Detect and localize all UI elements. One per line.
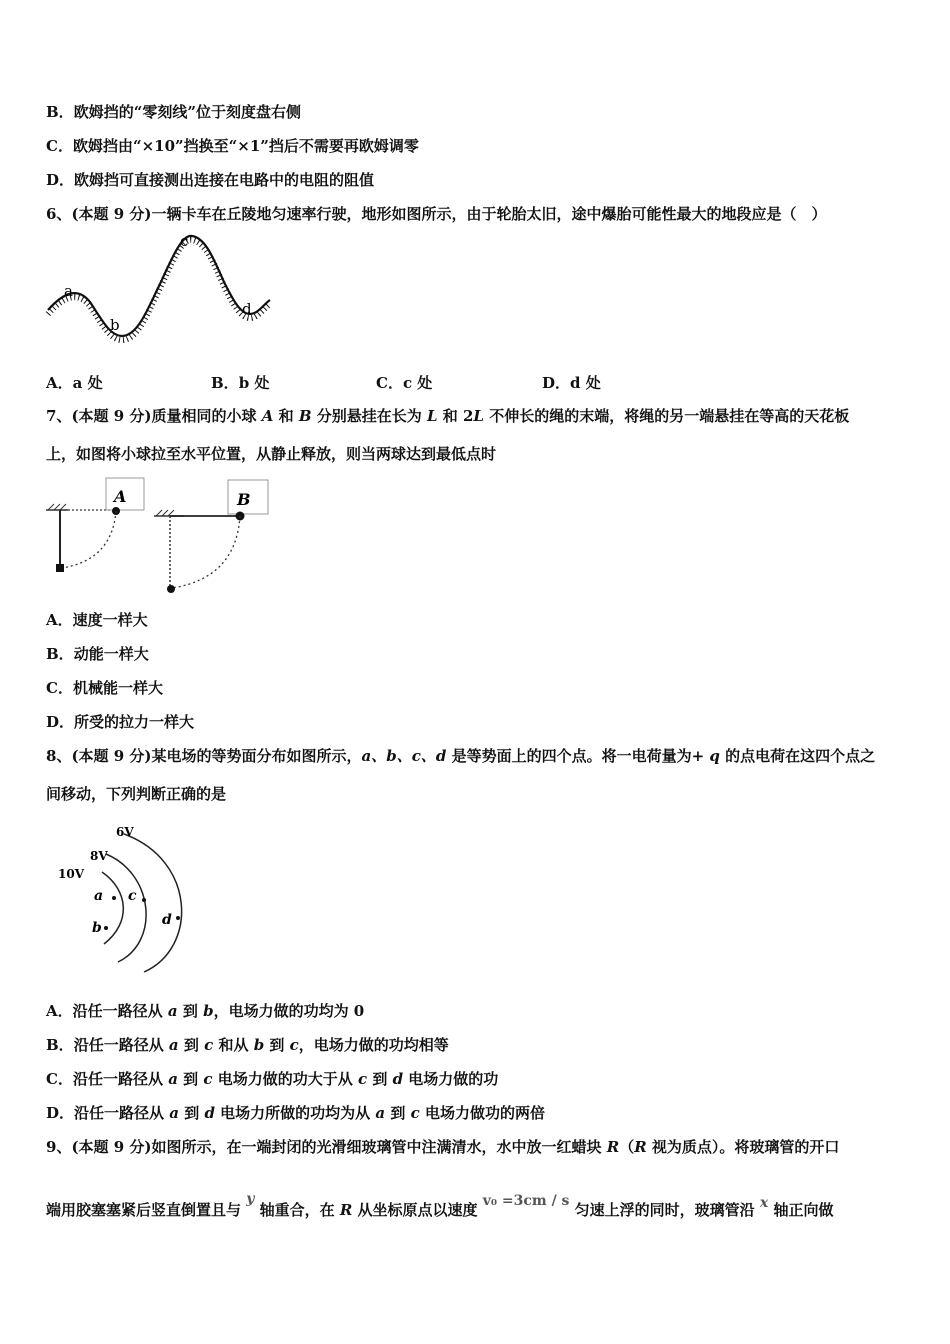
label-point-d: d — [162, 912, 172, 928]
terrain-curve — [48, 236, 270, 336]
q5-option-c — [46, 136, 419, 156]
option-text: 欧姆挡的“零刻线”位于刻度盘右侧 — [73, 103, 301, 121]
q7-stem-line1: 7、(本题 9 分)质量相同的小球 A 和 B 分别悬挂在长为 L 和 2L 不伸长的绳的末端，将绳的另一端悬挂在等高的天花板 — [46, 407, 850, 425]
question-number: 6、 — [46, 205, 72, 223]
q5-option-d — [46, 170, 374, 190]
q5-option-b — [46, 102, 301, 122]
label-point-b: b — [92, 920, 102, 936]
question-score: (本题 9 分) — [71, 205, 152, 223]
q8-stem-line2: 间移动，下列判断正确的是 — [46, 785, 227, 803]
equipotential-8v — [106, 854, 146, 962]
label-point-a: a — [94, 888, 104, 904]
q7-option-a: A．速度一样大 — [46, 611, 148, 629]
label-b: B — [237, 490, 251, 509]
label-a: A — [114, 487, 127, 506]
point-a — [112, 896, 116, 900]
q6-option-b: B．b 处 — [211, 374, 270, 392]
option-letter: D． — [46, 171, 75, 189]
hill-terrain-figure — [44, 232, 276, 344]
q8-option-d: D．沿任一路径从 a 到 d 电场力所做的功均为从 a 到 c 电场力做功的两倍 — [46, 1104, 545, 1122]
q8-option-a: A．沿任一路径从 a 到 b，电场力做的功均为 0 — [46, 1002, 365, 1020]
option-text: 欧姆挡由“×10”挡换至“×1”挡后不需要再欧姆调零 — [72, 137, 419, 155]
option-letter: C． — [46, 137, 73, 155]
terrain-hatching — [48, 240, 270, 340]
label-d: d — [242, 300, 252, 318]
label-c: c — [180, 232, 189, 250]
point-d — [176, 916, 180, 920]
q8-option-b: B．沿任一路径从 a 到 c 和从 b 到 c，电场力做的功均相等 — [46, 1036, 449, 1054]
ball-b-bottom — [167, 585, 175, 593]
q7-option-b: B．动能一样大 — [46, 645, 149, 663]
question-stem: 一辆卡车在丘陵地匀速率行驶，地形如图所示，由于轮胎太旧，途中爆胎可能性最大的地段应是（ ） — [151, 205, 827, 223]
q6-option-c: C．c 处 — [376, 374, 433, 392]
equipotential-figure — [56, 820, 196, 976]
trajectory-b — [172, 516, 240, 588]
option-letter: B． — [46, 103, 74, 121]
q9-stem-line1: 9、(本题 9 分)如图所示，在一端封闭的光滑细玻璃管中注满清水，水中放一红蜡块 R（R 视为质点）。将玻璃管的开口 — [46, 1138, 840, 1156]
point-b — [104, 926, 108, 930]
label-8v: 8V — [90, 849, 108, 863]
label-6v: 6V — [116, 825, 134, 839]
q7-stem-line2: 上，如图将小球拉至水平位置，从静止释放，则当两球达到最低点时 — [46, 445, 497, 463]
label-point-c: c — [128, 888, 137, 904]
y-axis-symbol: y — [246, 1191, 255, 1207]
q8-option-c: C．沿任一路径从 a 到 c 电场力做的功大于从 c 到 d 电场力做的功 — [46, 1070, 499, 1088]
q8-stem-line1: 8、(本题 9 分)某电场的等势面分布如图所示，a、b、c、d 是等势面上的四个点。将一电荷量为+ q 的点电荷在这四个点之 — [46, 747, 876, 765]
q6-option-a: A．a 处 — [46, 374, 103, 392]
pendulum-figure — [44, 474, 274, 600]
label-a: a — [64, 282, 73, 300]
q6-option-d: D．d 处 — [542, 374, 601, 392]
label-b: b — [110, 316, 120, 334]
q6-options — [46, 372, 906, 392]
ball-a-bottom — [56, 564, 64, 572]
q7-option-d: D．所受的拉力一样大 — [46, 713, 195, 731]
x-axis-symbol: x — [759, 1195, 769, 1211]
trajectory-a — [62, 511, 116, 568]
velocity-formula: v₀ =3cm / s — [482, 1193, 570, 1209]
point-c — [142, 898, 146, 902]
equipotential-10v — [102, 872, 123, 944]
option-text: 欧姆挡可直接测出连接在电路中的电阻的阻值 — [74, 171, 375, 189]
q9-stem-line2: 端用胶塞塞紧后竖直倒置且与 y 轴重合，在 R 从坐标原点以速度 v₀ =3cm / s 匀速上浮的同时，玻璃管沿 x 轴正向做 — [46, 1191, 834, 1219]
ceiling-hatch-left — [48, 504, 66, 510]
q7-option-c: C．机械能一样大 — [46, 679, 163, 697]
label-10v: 10V — [58, 867, 85, 881]
q6-stem — [46, 204, 827, 224]
ceiling-hatch-right — [156, 510, 174, 516]
